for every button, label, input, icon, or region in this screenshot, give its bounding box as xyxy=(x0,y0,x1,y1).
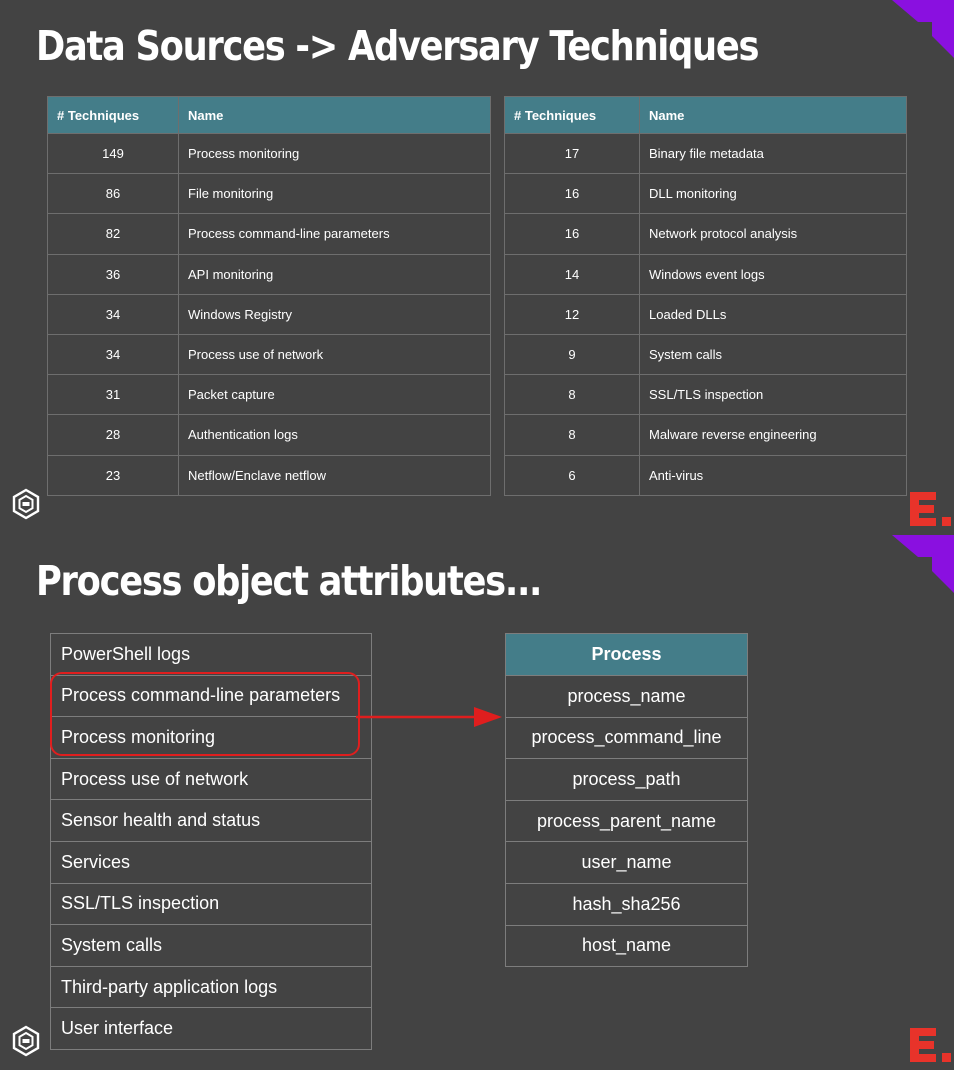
data-source-name: Windows Registry xyxy=(179,294,491,334)
table-header-row xyxy=(48,97,491,134)
table-row xyxy=(48,294,491,334)
table-row xyxy=(48,174,491,214)
list-item xyxy=(51,883,372,925)
slide-title: Process object attributes... xyxy=(36,557,542,605)
data-source-name: Packet capture xyxy=(179,375,491,415)
data-source-name: Loaded DLLs xyxy=(640,294,907,334)
data-source-name: System calls xyxy=(640,334,907,374)
data-source-name: SSL/TLS inspection xyxy=(640,375,907,415)
technique-count: 23 xyxy=(48,455,179,495)
technique-count: 34 xyxy=(48,334,179,374)
attribute-cell: process_command_line xyxy=(506,717,748,759)
arrow-right-icon xyxy=(356,705,506,729)
data-source-item: User interface xyxy=(51,1008,372,1050)
table-row xyxy=(505,294,907,334)
list-item xyxy=(51,841,372,883)
list-item xyxy=(51,925,372,967)
technique-count: 16 xyxy=(505,214,640,254)
list-item xyxy=(51,634,372,676)
process-attributes-table xyxy=(505,633,748,967)
table-header-row xyxy=(505,97,907,134)
table-row xyxy=(505,134,907,174)
table-row xyxy=(48,375,491,415)
attribute-cell: process_path xyxy=(506,759,748,801)
corner-bracket-icon xyxy=(892,535,954,593)
table-row xyxy=(505,334,907,374)
attribute-cell: process_parent_name xyxy=(506,800,748,842)
table-row xyxy=(505,254,907,294)
technique-count: 28 xyxy=(48,415,179,455)
technique-count: 86 xyxy=(48,174,179,214)
data-source-item: Services xyxy=(51,841,372,883)
attribute-cell: hash_sha256 xyxy=(506,883,748,925)
table-row xyxy=(48,134,491,174)
techniques-table-right xyxy=(504,96,907,496)
column-header: Name xyxy=(179,97,491,134)
data-source-item: Process command-line parameters xyxy=(51,675,372,717)
data-source-item: PowerShell logs xyxy=(51,634,372,676)
hexagon-logo-icon xyxy=(10,1025,42,1057)
attribute-cell: user_name xyxy=(506,842,748,884)
data-source-name: Process monitoring xyxy=(179,134,491,174)
table-row xyxy=(505,174,907,214)
column-header: # Techniques xyxy=(48,97,179,134)
data-source-name: Malware reverse engineering xyxy=(640,415,907,455)
technique-count: 36 xyxy=(48,254,179,294)
data-source-name: Process command-line parameters xyxy=(179,214,491,254)
data-source-name: Network protocol analysis xyxy=(640,214,907,254)
table-row xyxy=(48,415,491,455)
data-source-name: Anti-virus xyxy=(640,455,907,495)
data-source-name: Authentication logs xyxy=(179,415,491,455)
technique-count: 9 xyxy=(505,334,640,374)
hexagon-logo-icon xyxy=(10,488,42,520)
list-item xyxy=(51,1008,372,1050)
data-source-item: SSL/TLS inspection xyxy=(51,883,372,925)
technique-count: 12 xyxy=(505,294,640,334)
technique-count: 17 xyxy=(505,134,640,174)
table-row xyxy=(506,842,748,884)
column-header: Name xyxy=(640,97,907,134)
data-source-name: File monitoring xyxy=(179,174,491,214)
attribute-cell: host_name xyxy=(506,925,748,967)
table-row xyxy=(506,925,748,967)
table-row xyxy=(48,254,491,294)
table-row xyxy=(48,455,491,495)
data-source-name: Netflow/Enclave netflow xyxy=(179,455,491,495)
technique-count: 8 xyxy=(505,375,640,415)
table-row xyxy=(506,717,748,759)
data-source-item: Sensor health and status xyxy=(51,800,372,842)
technique-count: 8 xyxy=(505,415,640,455)
technique-count: 14 xyxy=(505,254,640,294)
slide-process-attributes xyxy=(0,535,954,1070)
data-source-name: Binary file metadata xyxy=(640,134,907,174)
techniques-table-left xyxy=(47,96,491,496)
data-source-item: Process monitoring xyxy=(51,717,372,759)
data-source-item: Third-party application logs xyxy=(51,966,372,1008)
table-row xyxy=(505,455,907,495)
corner-bracket-icon xyxy=(892,0,954,58)
table-row xyxy=(48,214,491,254)
e-brand-logo xyxy=(910,1028,952,1062)
technique-count: 16 xyxy=(505,174,640,214)
e-brand-logo xyxy=(910,492,952,526)
table-row xyxy=(506,800,748,842)
technique-count: 82 xyxy=(48,214,179,254)
data-source-name: API monitoring xyxy=(179,254,491,294)
data-source-name: DLL monitoring xyxy=(640,174,907,214)
technique-count: 34 xyxy=(48,294,179,334)
technique-count: 31 xyxy=(48,375,179,415)
table-row xyxy=(506,676,748,718)
attribute-cell: process_name xyxy=(506,676,748,718)
list-item xyxy=(51,758,372,800)
highlight-box xyxy=(50,672,360,756)
process-table-header: Process xyxy=(506,634,748,676)
table-row xyxy=(505,375,907,415)
data-source-name: Process use of network xyxy=(179,334,491,374)
table-row xyxy=(505,214,907,254)
table-row xyxy=(48,334,491,374)
data-source-name: Windows event logs xyxy=(640,254,907,294)
table-row xyxy=(505,415,907,455)
data-source-item: System calls xyxy=(51,925,372,967)
slide-title: Data Sources -> Adversary Techniques xyxy=(36,22,759,70)
list-item xyxy=(51,966,372,1008)
data-source-item: Process use of network xyxy=(51,758,372,800)
table-row xyxy=(506,883,748,925)
list-item xyxy=(51,800,372,842)
technique-count: 6 xyxy=(505,455,640,495)
technique-count: 149 xyxy=(48,134,179,174)
table-header-row xyxy=(506,634,748,676)
table-row xyxy=(506,759,748,801)
column-header: # Techniques xyxy=(505,97,640,134)
